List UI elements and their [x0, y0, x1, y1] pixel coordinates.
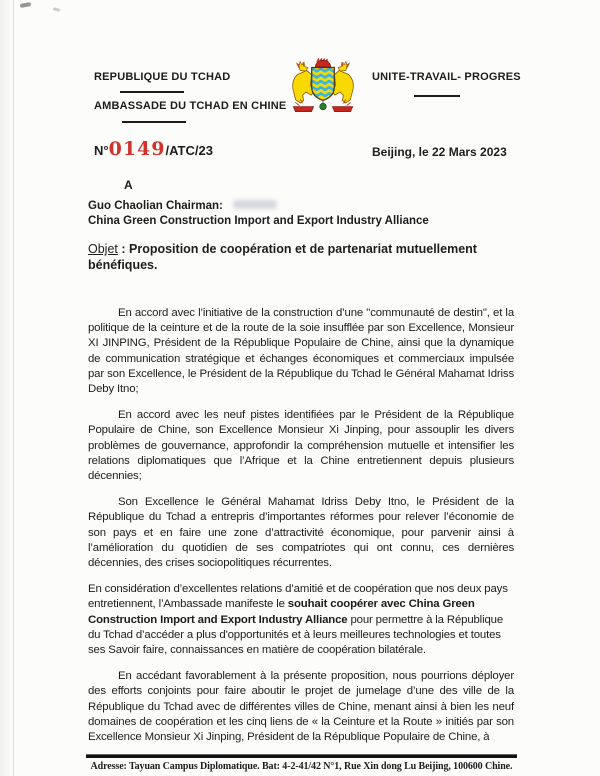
reference-number — [94, 138, 213, 160]
paragraph-2: En accord avec les neuf pistes identifiées par le Président de la République Populaire de Chine, son Excellence Monsieur Xi Jinping, pour assouplir les divers problèmes de gouvernance, approfondir la compréhension mutuelle et intensifier les relations diplomatiques que l’Afrique et la Chine entretiennent depuis plusieurs décennies; — [88, 409, 514, 483]
page-edge-line — [13, 0, 14, 776]
reference-digits: 0149 — [108, 138, 166, 160]
paragraph-4-text: pour permettre à la République du Tchad d’accéder a plus d'opportunités et à leurs meilleures technologies et toutes ses Savoir faire, connaissances en matière de coopération bilatérale. — [88, 613, 504, 657]
reference-prefix: N° — [94, 143, 109, 158]
country-name: REPUBLIQUE DU TCHAD — [94, 71, 231, 83]
letterhead-right — [372, 71, 521, 97]
chad-coat-of-arms-icon — [287, 57, 359, 117]
letter-footer — [86, 754, 517, 772]
date-line: Beijing, le 22 Mars 2023 — [372, 145, 507, 159]
ink-bleed-smudge — [233, 200, 277, 209]
lion-supporter — [332, 61, 353, 105]
subject-label: Objet — [88, 242, 118, 256]
letterhead-left — [94, 71, 286, 123]
recipient-to-label: A — [124, 178, 133, 192]
scan-speck — [20, 2, 32, 8]
national-motto: UNITE-TRAVAIL- PROGRES — [372, 71, 521, 83]
goat-supporter — [293, 61, 314, 105]
scan-speck — [53, 7, 61, 12]
embassy-name: AMBASSADE DU TCHAD EN CHINE — [94, 100, 287, 112]
paragraph-4-bold-text: souhait coopérer avec China Green Construction Import and Export Industry Alliance — [88, 598, 475, 626]
subject-text: Proposition de coopération et de partenariat mutuellement bénéfiques. — [88, 242, 477, 272]
paragraph-4 — [88, 582, 514, 658]
subject-line — [88, 241, 490, 273]
letter-body — [88, 306, 514, 756]
divider-line — [120, 91, 184, 93]
subject-separator: : — [117, 242, 129, 256]
page-edge-shadow — [0, 0, 13, 776]
paragraph-1: En accord avec l’initiative de la construction d’une "communauté de destin", et la politique de la ceinture et de la route de la soie insufflée par son Excellence, Monsieur XI JINPING, Président de la République Populaire de Chine, ainsi que la dynamique de communication stratégique et échanges économiques et commerciaux impulsée par son Excellence, le Président de la République du Tchad le Général Mahamat Idriss Deby Itno; — [88, 307, 514, 396]
paragraph-4-text: En considération d’excellentes relations d’amitié et de coopération que nos deux pays entretiennent, l’Ambassade manifeste le — [88, 583, 508, 611]
recipient-organization: China Green Construction Import and Export Industry Alliance — [88, 215, 429, 227]
paragraph-3: Son Excellence le Général Mahamat Idriss Deby Itno, le Président de la République du Tchad a entrepris d’importantes réformes pour relever l’économie de son pays et en faire une zone d’attractivité économique, pour parvenir ainsi à l’amélioration du quotidien de ses compatriotes qui ont connu, ces dernières décennies, des crises sociopolitiques récurrentes. — [88, 496, 514, 570]
divider-line — [414, 95, 460, 97]
divider-line — [122, 121, 186, 123]
footer-rule — [86, 754, 517, 758]
recipient-name: Guo Chaolian Chairman: — [88, 200, 223, 212]
reference-suffix: /ATC/23 — [165, 143, 213, 158]
embassy-address: Adresse: Tayuan Campus Diplomatique. Bat: 4-2-41/42 N°1, Rue Xin dong Lu Beijing, 100600 Chine. — [90, 761, 513, 772]
paragraph-5: En accédant favorablement à la présente proposition, nous pourrions déployer des efforts conjoints pour faire aboutir le projet de jumelage d’une des ville de la République du Tchad avec de différentes villes de Chine, menant ainsi à bien les neuf domaines de coopération et les cinq liens de « la Ceinture et la Route » initiés par son Excellence Monsieur Xi Jinping, Président de la République Populaire de Chine, à — [88, 670, 514, 744]
